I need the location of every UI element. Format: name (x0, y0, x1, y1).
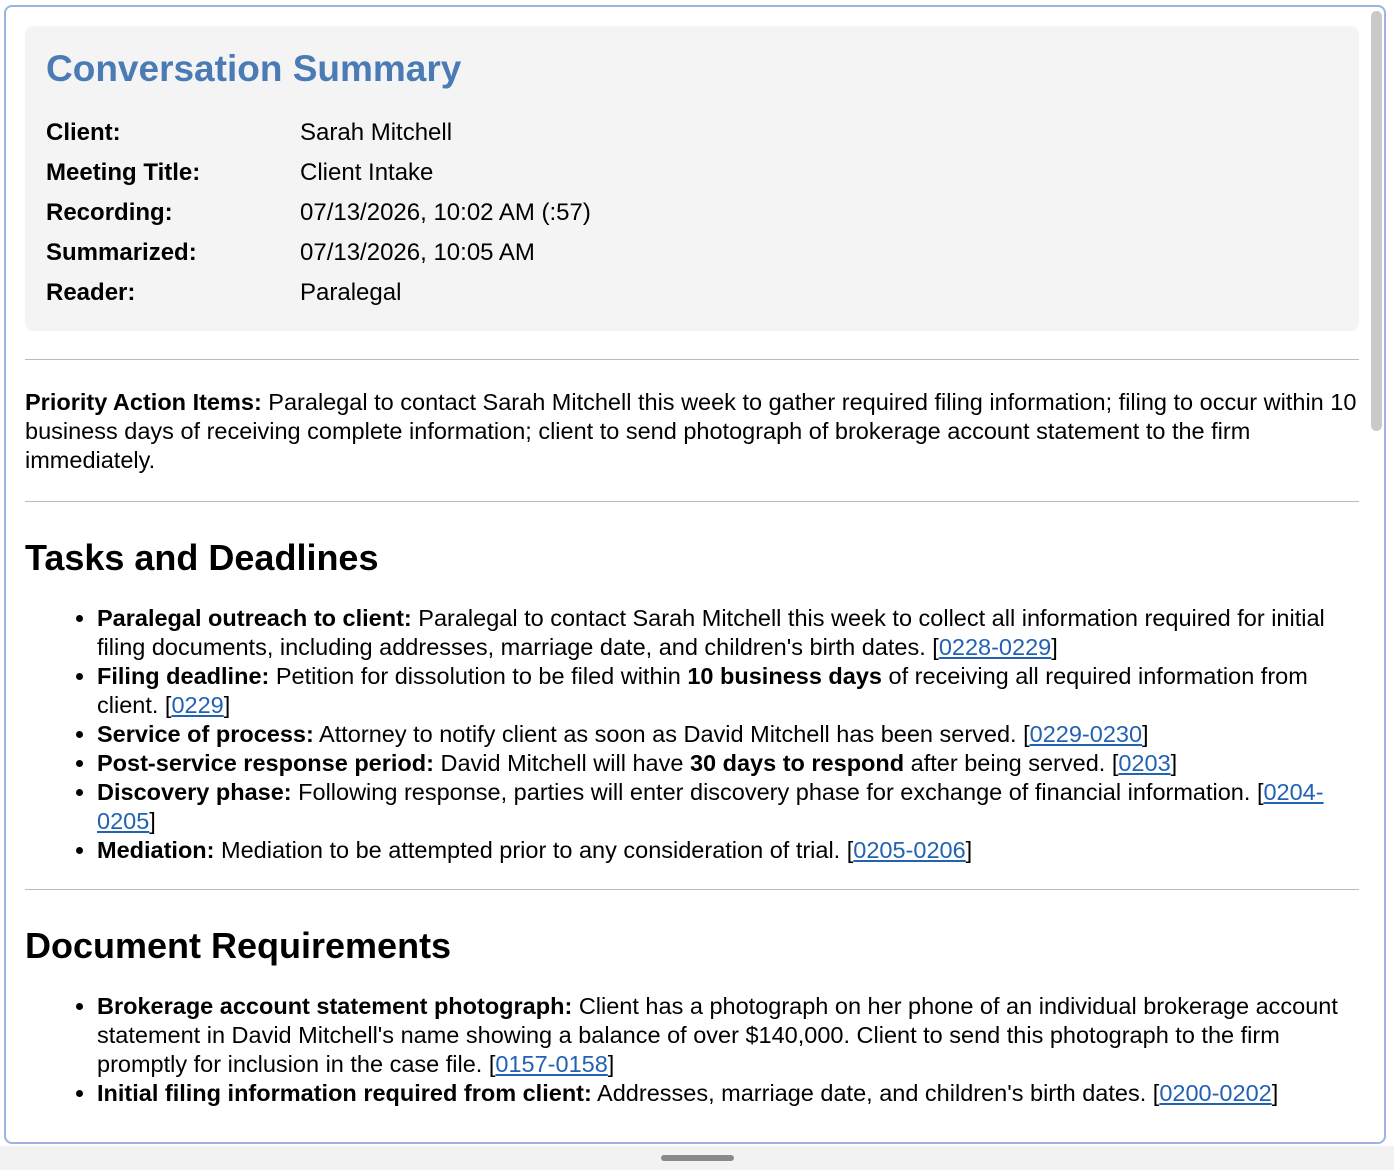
item-emphasis: 10 business days (687, 663, 882, 689)
meta-row-summarized (46, 233, 1338, 273)
item-text: Addresses, marriage date, and children's birth dates. (591, 1080, 1153, 1106)
priority-action-items (25, 388, 1359, 475)
documents-list (25, 992, 1359, 1108)
divider (25, 501, 1359, 502)
transcript-ref-link[interactable]: 0229 (171, 692, 224, 718)
item-label: Discovery phase: (97, 779, 292, 805)
item-text: of receiving all required information from client. (97, 663, 1308, 718)
item-text: Mediation to be attempted prior to any consideration of trial. (214, 837, 847, 863)
item-text: Client has a photograph on her phone of an individual brokerage account statement in David Mitchell's name showing a balance of over $140,000. Client to send this photograph to the firm promptly for inclusion in the case file. (97, 993, 1338, 1077)
summary-title: Conversation Summary (46, 48, 462, 89)
item-label: Filing deadline: (97, 663, 270, 689)
transcript-ref-link[interactable]: 0204-0205 (97, 779, 1324, 834)
summary-header-box (25, 26, 1359, 331)
meta-value: 07/13/2026, 10:02 AM (:57) (300, 199, 591, 226)
meta-value: 07/13/2026, 10:05 AM (300, 239, 535, 266)
transcript-ref-link[interactable]: 0157-0158 (495, 1051, 608, 1077)
vertical-scrollbar-thumb[interactable] (1371, 11, 1382, 431)
meta-value: Sarah Mitchell (300, 119, 453, 146)
item-label: Post-service response period: (97, 750, 434, 776)
document-panel (4, 5, 1386, 1144)
transcript-ref-link[interactable]: 0205-0206 (853, 837, 966, 863)
divider (25, 889, 1359, 890)
priority-text: Paralegal to contact Sarah Mitchell this week to gather required filing information; filing to occur within 10 business days of receiving complete information; client to send photograph of brokerage account statement to the firm immediately. (25, 389, 1357, 473)
list-item: • Discovery phase: Following response, parties will enter discovery phase for exchange of financial information. [0204-0205] (97, 778, 1359, 836)
meta-label: Reader: (46, 279, 136, 306)
meta-row-client (46, 113, 1338, 153)
item-text: Attorney to notify client as soon as David Mitchell has been served. (313, 721, 1024, 747)
meta-row-reader (46, 273, 1338, 313)
meta-label: Meeting Title: (46, 159, 201, 186)
transcript-ref-link[interactable]: 0203 (1118, 750, 1171, 776)
meta-label: Recording: (46, 199, 173, 226)
item-label: Paralegal outreach to client: (97, 605, 412, 631)
item-label: Brokerage account statement photograph: (97, 993, 573, 1019)
tasks-list (25, 604, 1359, 865)
item-emphasis: 30 days to respond (689, 750, 905, 776)
item-label: Initial filing information required from client: (97, 1080, 592, 1106)
meta-label: Client: (46, 119, 121, 146)
item-text: Petition for dissolution to be filed within (269, 663, 688, 689)
transcript-ref-link[interactable]: 0200-0202 (1159, 1080, 1272, 1106)
list-item: • Initial filing information required from client: Addresses, marriage date, and children's birth dates. [0200-0202] (97, 1079, 1359, 1108)
documents-heading: Document Requirements (25, 925, 452, 966)
item-label: Service of process: (97, 721, 314, 747)
meta-row-recording (46, 193, 1338, 233)
priority-label: Priority Action Items: (25, 389, 262, 415)
item-text: David Mitchell will have (433, 750, 690, 776)
transcript-ref-link[interactable]: 0229-0230 (1029, 721, 1143, 747)
item-text: Paralegal to contact Sarah Mitchell this week to collect all information required for initial filing documents, including addresses, marriage date, and children's birth dates. (97, 605, 1325, 660)
meta-row-meeting-title (46, 153, 1338, 193)
list-item: • Paralegal outreach to client: Paralegal to contact Sarah Mitchell this week to collect all information required for initial filing documents, including addresses, marriage date, and children's birth dates. [0228-0229] (97, 604, 1359, 662)
item-text: after being served. (904, 750, 1112, 776)
item-label: Mediation: (97, 837, 215, 863)
list-item: • Filing deadline: Petition for dissolution to be filed within 10 business days of receiving all required information from client. [0229] (97, 662, 1359, 720)
list-item: • Brokerage account statement photograph: Client has a photograph on her phone of an individual brokerage account statement in David Mitchell's name showing a balance of over $140,000. Client to send this photograph to the firm promptly for inclusion in the case file. [0157-0158] (97, 992, 1359, 1079)
transcript-ref-link[interactable]: 0228-0229 (938, 634, 1052, 660)
tasks-heading: Tasks and Deadlines (25, 537, 379, 578)
resize-handle[interactable] (661, 1155, 734, 1161)
list-item: • Mediation: Mediation to be attempted prior to any consideration of trial. [0205-0206] (97, 836, 1359, 865)
resize-bar (0, 1146, 1394, 1170)
meta-value: Paralegal (300, 279, 402, 306)
list-item: • Post-service response period: David Mitchell will have 30 days to respond after being served. [0203] (97, 749, 1359, 778)
meta-value: Client Intake (300, 159, 434, 186)
document-content (25, 7, 1359, 1108)
item-text: Following response, parties will enter discovery phase for exchange of financial information. (291, 779, 1257, 805)
divider (25, 359, 1359, 360)
meta-label: Summarized: (46, 239, 197, 266)
list-item: • Service of process: Attorney to notify client as soon as David Mitchell has been served. [0229-0230] (97, 720, 1359, 749)
